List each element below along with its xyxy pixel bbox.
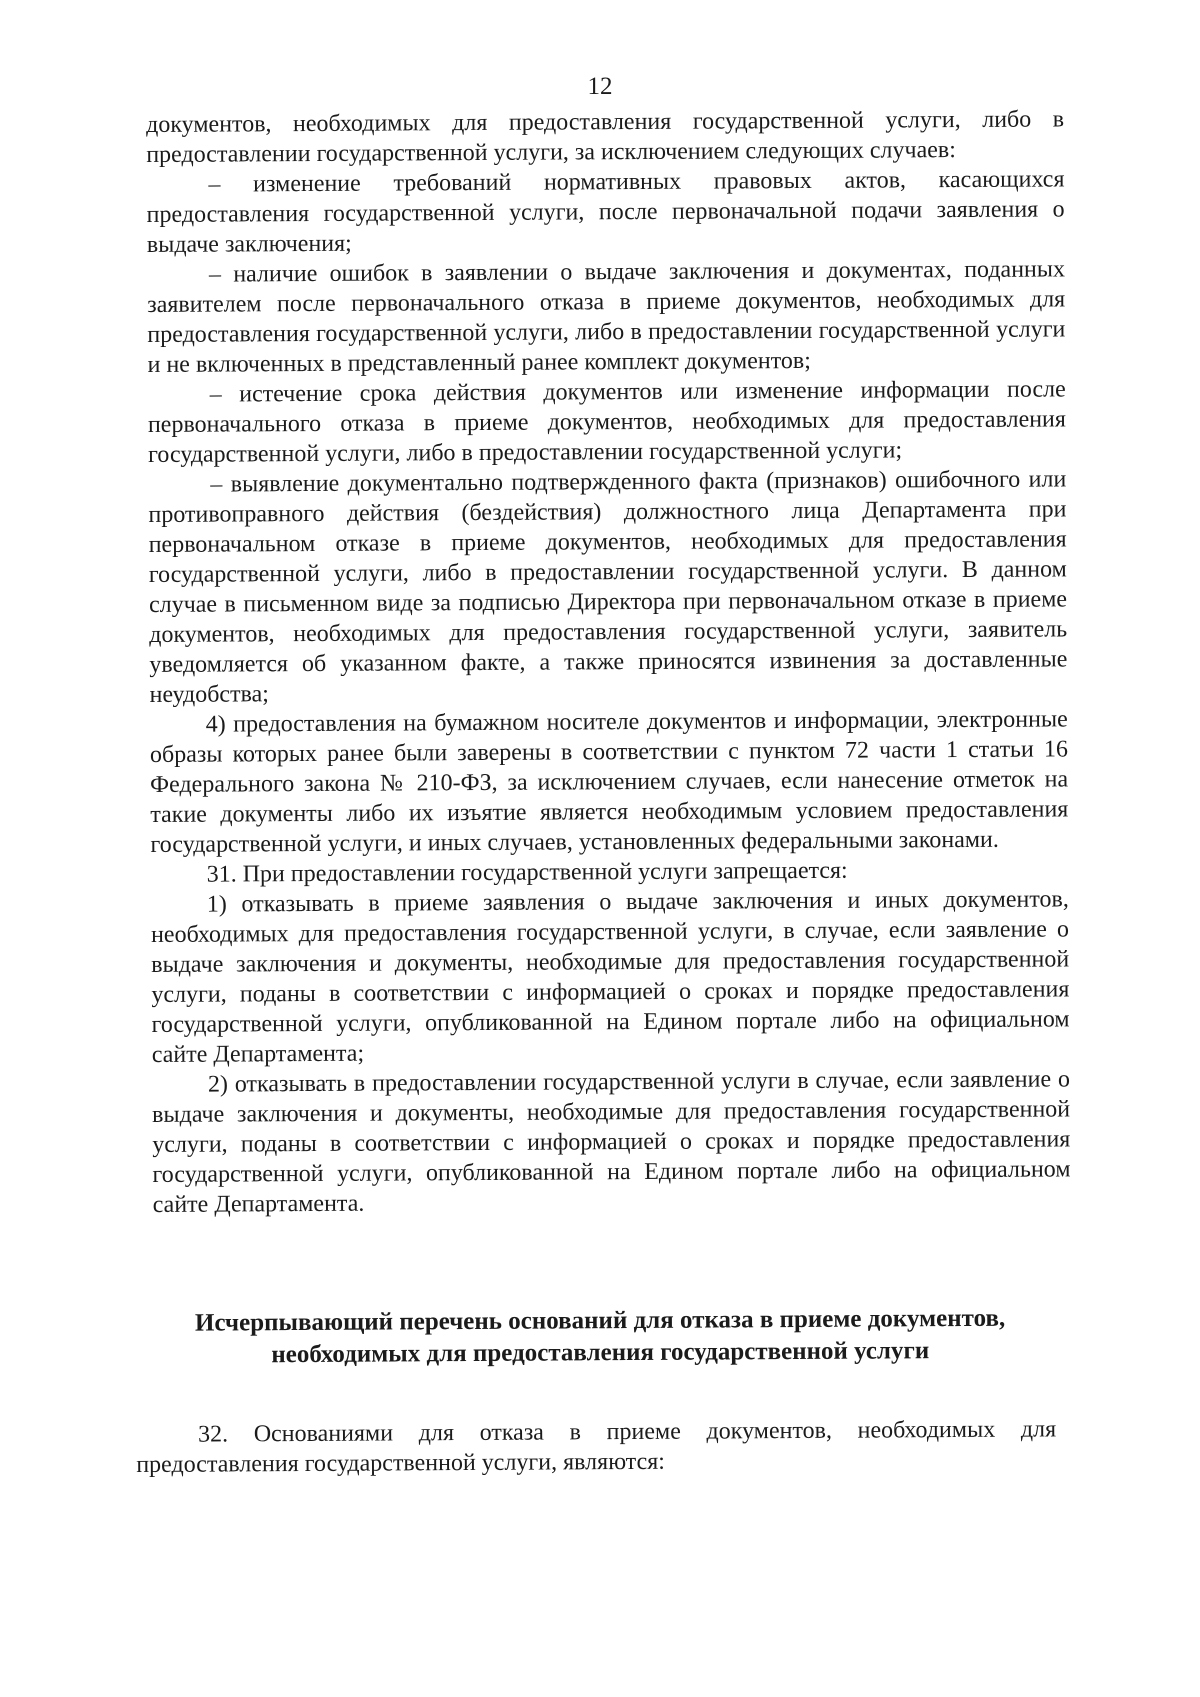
paragraph-continuation: документов, необходимых для предоставления государственной услуги, либо в предоставлении государственной услуги, за исключением следующих случаев: [146,106,1065,168]
list-item-requirements-change: – изменение требований нормативных правовых актов, касающихся предоставления государственной услуги, после первоначальной подачи заявления о выдаче заключения; [146,166,1065,258]
section-heading [140,1302,1060,1372]
clause-32-paragraph: 32. Основаниями для отказа в приеме документов, необходимых для предоставления государственной услуги, являются: [136,1416,1057,1478]
list-item-paper-documents: 4) предоставления на бумажном носителе документов и информации, электронные образы которых ранее были заверены в соответствии с пунктом 72 части 1 статьи 16 Федерального закона № 210-ФЗ, за исключением случаев, если нанесение отметок на такие документы либо их изъятие является необходимым условием предоставления государственной услуги, и иных случаев, установленных федеральными законами. [149,706,1069,858]
section-heading-line-1: Исчерпывающий перечень оснований для отказа в приеме документов, [194,1304,1006,1337]
list-item-official-error: – выявление документально подтвержденного факта (признаков) ошибочного или противоправного действия (бездействия) должностного лица Департамента при первоначальном отказе в приеме документов, необходимых для предоставления государственной услуги, либо в предоставлении государственной услуги. В данном случае в письменном виде за подписью Директора при первоначальном отказе в приеме документов, необходимых для предоставления государственной услуги, заявитель уведомляется об указанном факте, а также приносятся извинения за доставленные неудобства; [148,466,1068,708]
clause-31-intro: 31. При предоставлении государственной услуги запрещается: [206,857,848,888]
list-item-errors-in-application: – наличие ошибок в заявлении о выдаче заключения и документах, поданных заявителем после первоначального отказа в приеме документов, необходимых для предоставления государственной услуги, либо в предоставлении государственной услуги и не включенных в представленный ранее комплект документов; [147,256,1066,378]
clause-31-item-1: 1) отказывать в приеме заявления о выдаче заключения и иных документов, необходимых для предоставления государственной услуги, в случае, если заявление о выдаче заключения и документы, необходимые для предоставления государственной услуги, поданы в соответствии с информацией о сроках и порядке предоставления государственной услуги, опубликованной на Едином портале либо на официальном сайте Департамента; [150,886,1070,1068]
page-number: 12 [587,73,613,100]
clause-31-item-2: 2) отказывать в предоставлении государственной услуги в случае, если заявление о выдаче заключения и документы, необходимые для предоставления государственной услуги, поданы в соответствии с информацией о сроках и порядке предоставления государственной услуги, опубликованной на Едином портале либо на официальном сайте Департамента. [152,1066,1071,1218]
list-item-document-expiry: – истечение срока действия документов или изменение информации после первоначального отказа в приеме документов, необходимых для предоставления государственной услуги, либо в предоставлении государственной услуги; [147,376,1066,468]
document-body [146,104,1071,1220]
clause-32 [136,1414,1056,1480]
section-heading-line-2: необходимых для предоставления государственной услуги [271,1337,930,1369]
